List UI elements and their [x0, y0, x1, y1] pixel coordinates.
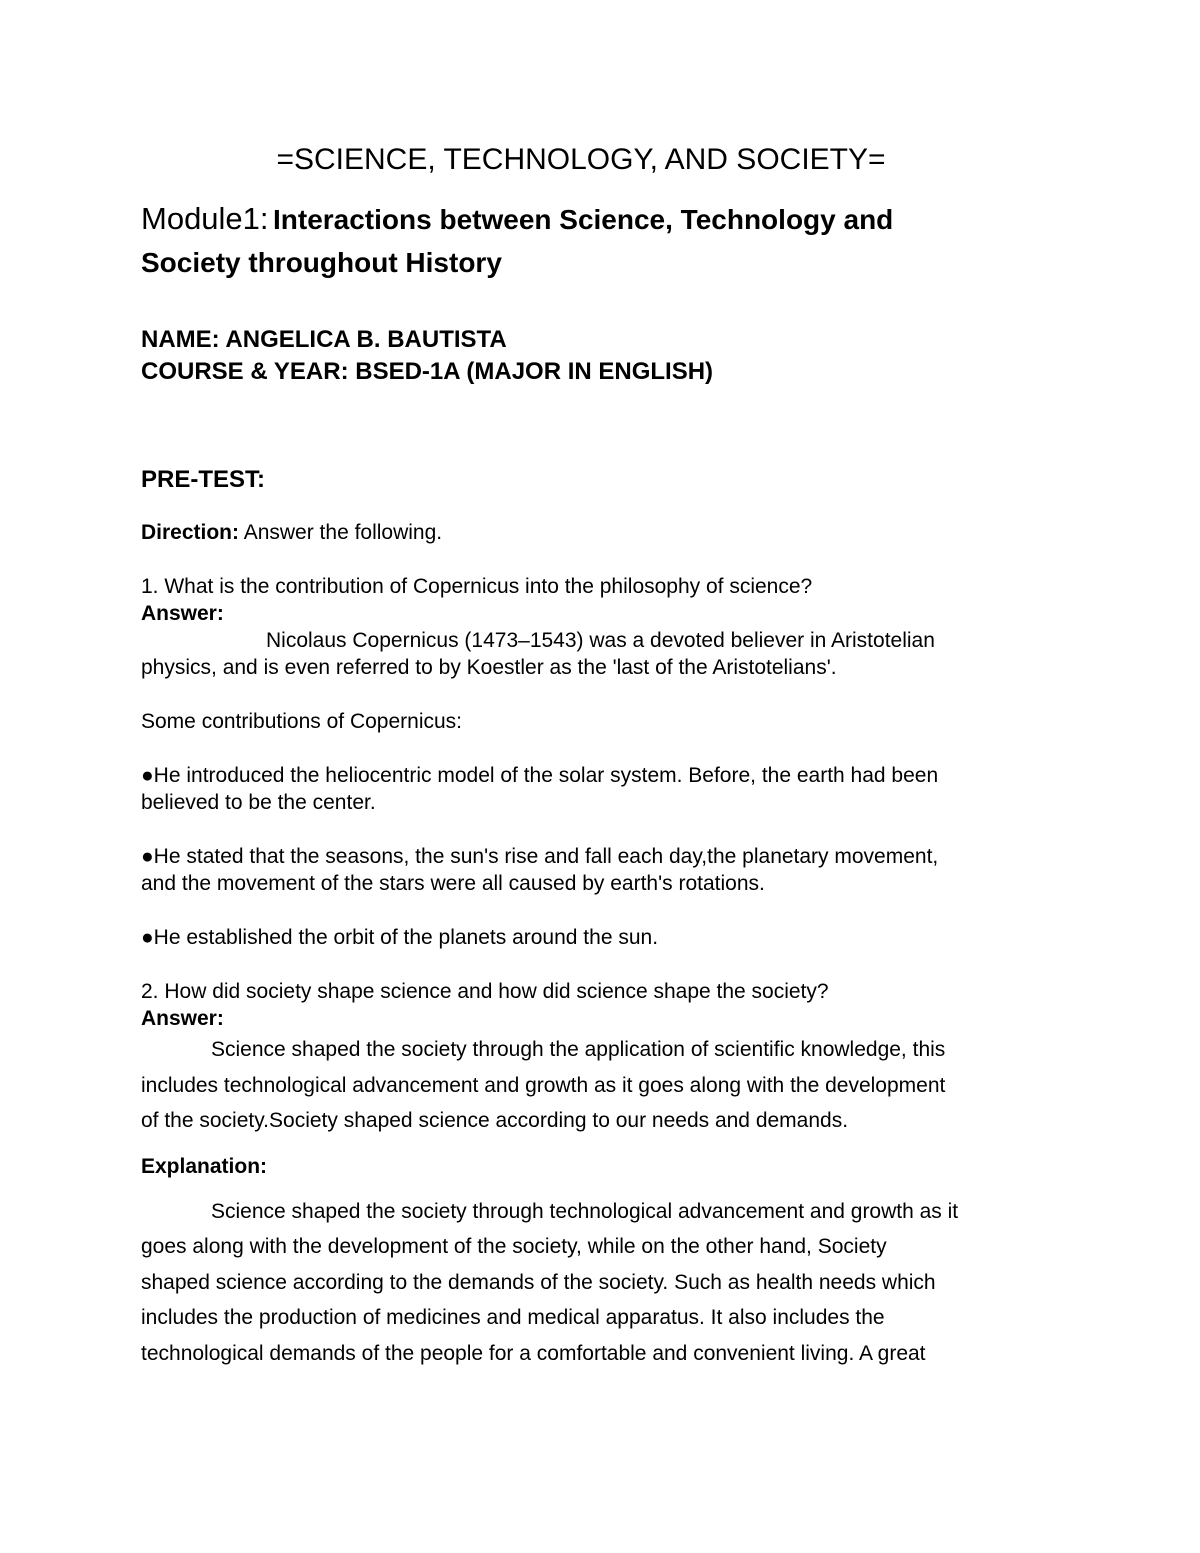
- question-2-answer-label: Answer:: [141, 1007, 224, 1030]
- question-2-answer: [141, 1032, 1061, 1139]
- module-title-part1: Interactions between Science, Technology and: [272, 204, 894, 235]
- contribution-bullet-1-line1: ●He introduced the heliocentric model of the solar system. Before, the earth had been: [141, 764, 939, 787]
- question-2-answer-line1: [141, 1032, 1061, 1068]
- course-year: COURSE & YEAR: BSED-1A (MAJOR IN ENGLISH): [141, 358, 714, 385]
- document-title: =SCIENCE, TECHNOLOGY, AND SOCIETY=: [276, 143, 886, 176]
- contribution-bullet-3: ●He established the orbit of the planets around the sun.: [141, 926, 659, 949]
- question-2-answer-line1-text: Science shaped the society through the application of scientific knowledge, this: [211, 1038, 946, 1061]
- module-title-part2: Society throughout History: [141, 247, 502, 278]
- explanation-line4: includes the production of medicines and medical apparatus. It also includes the: [141, 1306, 885, 1329]
- document-content: [141, 140, 1061, 1371]
- contribution-bullet-2-line2: and the movement of the stars were all caused by earth's rotations.: [141, 872, 765, 895]
- question-2-text: 2. How did society shape science and how did science shape the society?: [141, 980, 829, 1003]
- question-2-answer-line3: of the society.Society shaped science according to our needs and demands.: [141, 1109, 849, 1132]
- question-2: [141, 978, 1061, 1032]
- explanation-label: Explanation:: [141, 1154, 268, 1178]
- contribution-bullet-2: [141, 843, 1061, 897]
- question-1-answer-label: Answer:: [141, 602, 224, 625]
- contribution-bullet-1: [141, 762, 1061, 816]
- student-info: [141, 324, 1061, 388]
- explanation-line1-text: Science shaped the society through technological advancement and growth as it: [211, 1199, 959, 1223]
- contribution-bullet-1-line2: believed to be the center.: [141, 791, 376, 814]
- explanation-line3: shaped science according to the demands of the society. Such as health needs which: [141, 1270, 936, 1294]
- explanation-body: [141, 1194, 1061, 1372]
- question-2-answer-line2: includes technological advancement and growth as it goes along with the development: [141, 1073, 946, 1097]
- explanation-line1: [141, 1194, 1061, 1230]
- explanation-line2: goes along with the development of the society, while on the other hand, Society: [141, 1235, 887, 1258]
- student-name: NAME: ANGELICA B. BAUTISTA: [141, 326, 507, 353]
- question-1-answer-line1: Nicolaus Copernicus (1473–1543) was a devoted believer in Aristotelian: [266, 629, 935, 652]
- pretest-heading: PRE-TEST:: [141, 466, 266, 493]
- direction-line: [141, 519, 1061, 546]
- question-1-text: 1. What is the contribution of Copernicus into the philosophy of science?: [141, 575, 813, 598]
- module-prefix: Module1:: [141, 201, 269, 236]
- module-heading: [141, 200, 1061, 282]
- module-heading-line1: [141, 200, 1061, 244]
- direction-label: Direction:: [141, 521, 240, 544]
- question-1: [141, 573, 1061, 681]
- contribution-bullet-2-line1: ●He stated that the seasons, the sun's rise and fall each day,the planetary movement,: [141, 845, 939, 868]
- explanation-line5: technological demands of the people for a comfortable and convenient living. A great: [141, 1341, 926, 1365]
- contributions-intro: Some contributions of Copernicus:: [141, 710, 462, 733]
- direction-text: Answer the following.: [239, 521, 443, 544]
- question-1-answer-line2: physics, and is even referred to by Koestler as the 'last of the Aristotelians'.: [141, 656, 837, 679]
